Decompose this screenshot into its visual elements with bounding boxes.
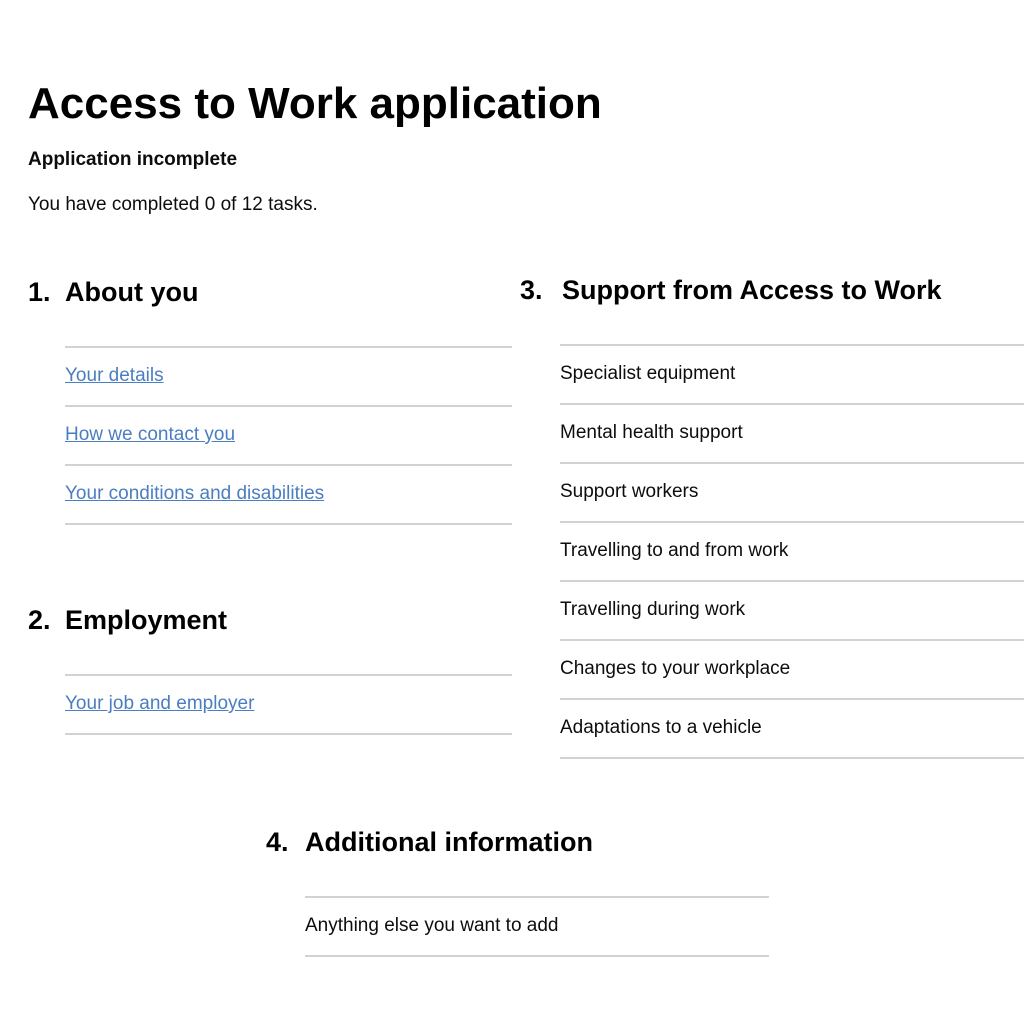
section-heading [520, 274, 1024, 307]
section-title: About you [65, 277, 199, 307]
task-link-your-job-and-employer[interactable]: Your job and employer [65, 693, 255, 714]
section-about-you [28, 276, 512, 525]
task-row [65, 464, 512, 523]
section-additional-information [266, 826, 769, 957]
task-list [305, 896, 769, 957]
task-row [65, 405, 512, 464]
task-item-travelling-during-work: Travelling during work [560, 580, 1024, 639]
section-support-from-access-to-work [520, 274, 1024, 759]
task-link-how-we-contact-you[interactable]: How we contact you [65, 424, 236, 445]
section-employment [28, 604, 512, 735]
task-list [65, 346, 512, 525]
task-link-your-details[interactable]: Your details [65, 365, 164, 386]
section-title: Additional information [305, 827, 593, 857]
section-heading [266, 826, 769, 859]
section-title: Support from Access to Work [562, 275, 942, 305]
task-item-adaptations-to-a-vehicle: Adaptations to a vehicle [560, 698, 1024, 757]
task-list [560, 344, 1024, 759]
section-heading [28, 276, 512, 309]
task-row [65, 346, 512, 405]
task-item-support-workers: Support workers [560, 462, 1024, 521]
task-list [65, 674, 512, 735]
section-number: 2. [28, 605, 51, 635]
task-item-changes-to-your-workplace: Changes to your workplace [560, 639, 1024, 698]
task-item-specialist-equipment: Specialist equipment [560, 344, 1024, 403]
section-heading [28, 604, 512, 637]
status-heading: Application incomplete [28, 149, 238, 170]
progress-text: You have completed 0 of 12 tasks. [28, 194, 318, 215]
task-item-anything-else-you-want-to-add: Anything else you want to add [305, 896, 769, 955]
section-title: Employment [65, 605, 228, 635]
task-link-your-conditions-and-disabilities[interactable]: Your conditions and disabilities [65, 483, 325, 504]
page-title: Access to Work application [28, 79, 602, 129]
task-item-mental-health-support: Mental health support [560, 403, 1024, 462]
section-number: 4. [266, 827, 289, 857]
task-row [65, 674, 512, 733]
section-number: 1. [28, 277, 51, 307]
section-number: 3. [520, 275, 543, 305]
task-item-travelling-to-and-from-work: Travelling to and from work [560, 521, 1024, 580]
